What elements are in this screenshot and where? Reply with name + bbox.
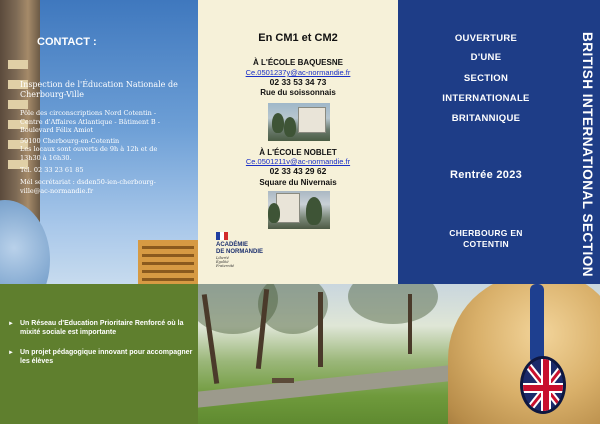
school-baquesne-name: À L'ÉCOLE BAQUESNE	[253, 58, 343, 67]
contact-pole-line: Pôle des circonscriptions Nord Cotentin -	[20, 109, 157, 117]
contact-city: 50100 Cherbourg-en-Cotentin	[20, 137, 120, 145]
school-baquesne-email[interactable]: Ce.0501237y@ac-normandie.fr	[245, 68, 351, 77]
park-photo	[198, 284, 600, 424]
highlight-item	[8, 320, 193, 337]
cover-panel	[398, 0, 600, 284]
republic-motto: Égalité	[216, 260, 229, 264]
contact-panel	[0, 0, 198, 284]
school-baquesne-photo	[268, 103, 330, 141]
republic-motto: Liberté	[216, 256, 229, 260]
school-noblet-address: Square du Nivernais	[259, 178, 337, 187]
contact-email[interactable]	[20, 178, 156, 195]
grade-title: En CM1 et CM2	[258, 32, 338, 44]
academie-name-line: ACADÉMIE	[216, 242, 249, 248]
building-dome-photo	[0, 200, 50, 284]
building-photo-right	[138, 240, 198, 284]
headphones-band	[530, 284, 544, 364]
contact-hours-line: Les locaux sont ouverts de 9h à 12h et de	[20, 145, 158, 153]
heading-line: BRITANNIQUE	[451, 113, 521, 124]
bullet-icon: ►	[8, 321, 14, 327]
school-noblet-name: À L'ÉCOLE NOBLET	[259, 148, 337, 157]
heading-line: D'UNE	[470, 52, 502, 63]
park-bench	[272, 378, 294, 383]
highlight-text: Un projet pédagogique innovant pour accompagner les élèves	[20, 349, 193, 365]
contact-tel: Tél. 02 33 23 61 85	[20, 166, 84, 174]
highlight-item	[8, 349, 193, 366]
rentree-year: Rentrée 2023	[449, 169, 523, 181]
heading-line: INTERNATIONALE	[442, 93, 530, 104]
academie-name-line: DE NORMANDIE	[216, 248, 264, 255]
location-line: CHERBOURG EN	[449, 228, 523, 238]
school-noblet-email[interactable]: Ce.0501211v@ac-normandie.fr	[245, 157, 351, 166]
heading-line: SECTION	[463, 73, 509, 84]
contact-email-line: ville@ac-normandie.fr	[20, 186, 94, 195]
contact-hours-line: 13h30 à 16h30.	[20, 153, 72, 162]
bullet-icon: ►	[8, 350, 14, 356]
heading-line: OUVERTURE	[454, 33, 518, 44]
contact-title: CONTACT :	[37, 36, 97, 48]
school-baquesne-phone: 02 33 53 34 73	[269, 77, 327, 87]
school-noblet-photo	[268, 191, 330, 229]
contact-email-line: Mél secrétariat : dsden50-ien-cherbourg-	[20, 178, 156, 186]
contact-pole	[20, 109, 160, 135]
location-line: COTENTIN	[463, 239, 509, 249]
french-flag-icon	[216, 232, 228, 240]
highlights-panel	[0, 284, 198, 424]
contact-hours	[20, 145, 157, 162]
contact-pole-line: Centre d'Affaires Atlantique - Bâtiment B -	[20, 117, 160, 126]
republic-motto: Fraternité	[216, 264, 235, 268]
highlight-text: Un Réseau d'Education Prioritaire Renforcé où la mixité sociale est importante	[20, 320, 184, 336]
academie-logo	[216, 232, 263, 268]
schools-panel	[198, 0, 398, 284]
contact-pole-line: Boulevard Félix Amiot	[20, 126, 94, 134]
vertical-section-title: BRITISH INTERNATIONAL SECTION	[580, 32, 595, 278]
school-noblet-phone: 02 33 43 29 62	[269, 166, 327, 176]
school-baquesne-address: Rue du soissonnais	[260, 88, 336, 97]
contact-organization: Inspection de l'Éducation Nationale de Cherbourg-Ville	[20, 80, 178, 99]
union-jack-headphone-icon	[520, 356, 566, 414]
park-path	[198, 364, 458, 407]
